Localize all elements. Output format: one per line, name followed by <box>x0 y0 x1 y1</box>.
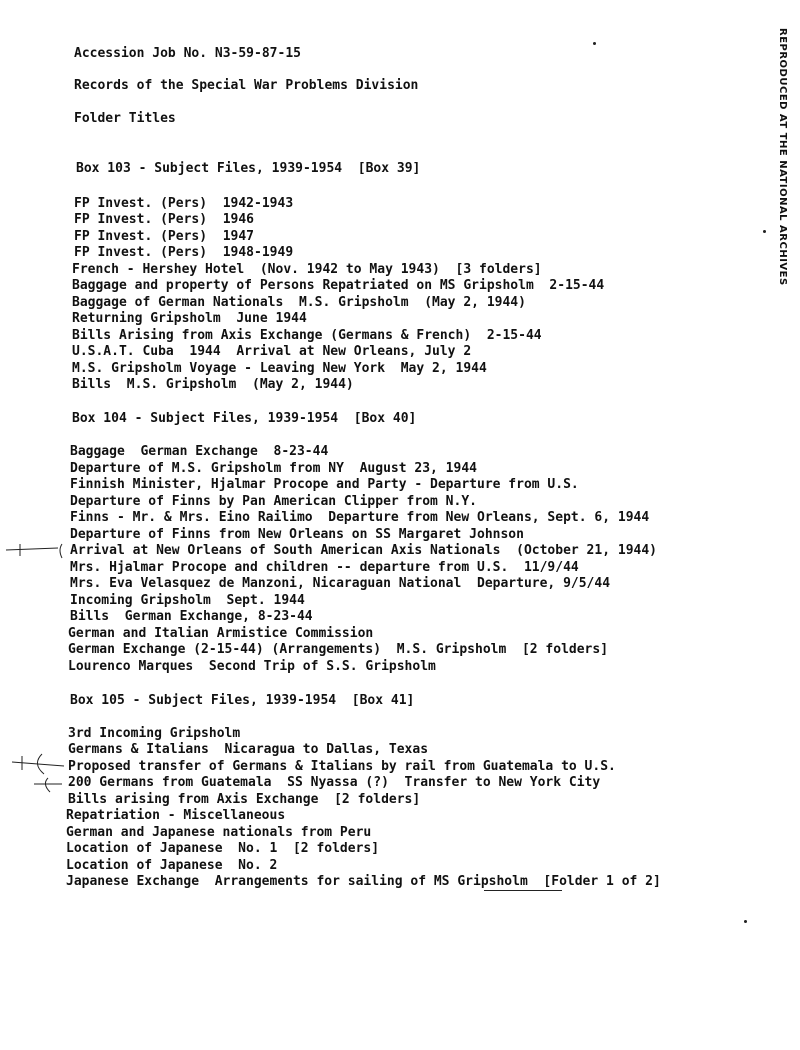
box-103-item: French - Hershey Hotel (Nov. 1942 to May 1943) [3 folders] <box>72 262 542 277</box>
box-104-item: Arrival at New Orleans of South American Axis Nationals (October 21, 1944) <box>70 543 657 558</box>
box-103-item: Bills Arising from Axis Exchange (Germans & French) 2-15-44 <box>72 328 542 343</box>
box-105-item: Germans & Italians Nicaragua to Dallas, Texas <box>68 742 429 757</box>
box-105-item: Location of Japanese No. 2 <box>66 858 278 873</box>
box-104-item: Mrs. Hjalmar Procope and children -- departure from U.S. 11/9/44 <box>70 560 579 575</box>
box-105-item: Proposed transfer of Germans & Italians by rail from Guatemala to U.S. <box>68 759 616 774</box>
box-103-item: Baggage and property of Persons Repatriated on MS Gripsholm 2-15-44 <box>72 278 605 293</box>
archives-stamp <box>770 28 792 286</box>
box-104-item: Departure of Finns by Pan American Clipper from N.Y. <box>70 494 477 509</box>
archives-stamp-text: REPRODUCED AT THE NATIONAL ARCHIVES <box>777 28 788 286</box>
box-103-item: FP Invest. (Pers) 1946 <box>74 212 255 227</box>
margin-annotation-marks-lower <box>0 740 80 820</box>
stray-mark <box>593 42 596 45</box>
box-103-item: Returning Gripsholm June 1944 <box>72 311 307 326</box>
box-105-item: Location of Japanese No. 1 [2 folders] <box>66 841 380 856</box>
box-105-item: Japanese Exchange Arrangements for sailing of MS Gripsholm [Folder 1 of 2] <box>66 874 661 889</box>
box-104-item: Finns - Mr. & Mrs. Eino Railimo Departure from New Orleans, Sept. 6, 1944 <box>70 510 650 525</box>
box-105-item: 3rd Incoming Gripsholm <box>68 726 241 741</box>
box-105-item: 200 Germans from Guatemala SS Nyassa (?) Transfer to New York City <box>68 775 601 790</box>
box-104-item: Lourenco Marques Second Trip of S.S. Gripsholm <box>68 659 436 674</box>
box-104-heading: Box 104 - Subject Files, 1939-1954 [Box 40] <box>72 411 417 426</box>
box-104-item: German Exchange (2-15-44) (Arrangements) M.S. Gripsholm [2 folders] <box>68 642 609 657</box>
box-104-item: Mrs. Eva Velasquez de Manzoni, Nicaraguan National Departure, 9/5/44 <box>70 576 611 591</box>
box-104-item: Incoming Gripsholm Sept. 1944 <box>70 593 305 608</box>
box-103-item: M.S. Gripsholm Voyage - Leaving New York May 2, 1944 <box>72 361 487 376</box>
folder-titles-heading: Folder Titles <box>74 111 176 126</box>
accession-number: Accession Job No. N3-59-87-15 <box>74 46 301 61</box>
box-104-item: Baggage German Exchange 8-23-44 <box>70 444 329 459</box>
box-104-item: Bills German Exchange, 8-23-44 <box>70 609 313 624</box>
box-103-item: Baggage of German Nationals M.S. Gripsholm (May 2, 1944) <box>72 295 526 310</box>
box-104-item: Finnish Minister, Hjalmar Procope and Party - Departure from U.S. <box>70 477 579 492</box>
handwritten-underline <box>484 890 562 891</box>
stray-mark <box>744 920 747 923</box>
box-105-item: Bills arising from Axis Exchange [2 folders] <box>68 792 421 807</box>
records-title: Records of the Special War Problems Division <box>74 78 419 93</box>
margin-annotation-marks <box>0 530 80 650</box>
box-104-item: German and Italian Armistice Commission <box>68 626 374 641</box>
box-104-item: Departure of M.S. Gripsholm from NY August 23, 1944 <box>70 461 477 476</box>
box-104-item: Departure of Finns from New Orleans on SS Margaret Johnson <box>70 527 524 542</box>
box-105-item: German and Japanese nationals from Peru <box>66 825 372 840</box>
box-105-heading: Box 105 - Subject Files, 1939-1954 [Box 41] <box>70 693 415 708</box>
box-103-item: FP Invest. (Pers) 1942-1943 <box>74 196 294 211</box>
box-103-item: FP Invest. (Pers) 1948-1949 <box>74 245 294 260</box>
box-105-item: Repatriation - Miscellaneous <box>66 808 286 823</box>
stray-mark <box>763 230 766 233</box>
box-103-item: U.S.A.T. Cuba 1944 Arrival at New Orleans, July 2 <box>72 344 472 359</box>
box-103-item: Bills M.S. Gripsholm (May 2, 1944) <box>72 377 354 392</box>
box-103-heading: Box 103 - Subject Files, 1939-1954 [Box 39] <box>76 161 421 176</box>
box-103-item: FP Invest. (Pers) 1947 <box>74 229 255 244</box>
